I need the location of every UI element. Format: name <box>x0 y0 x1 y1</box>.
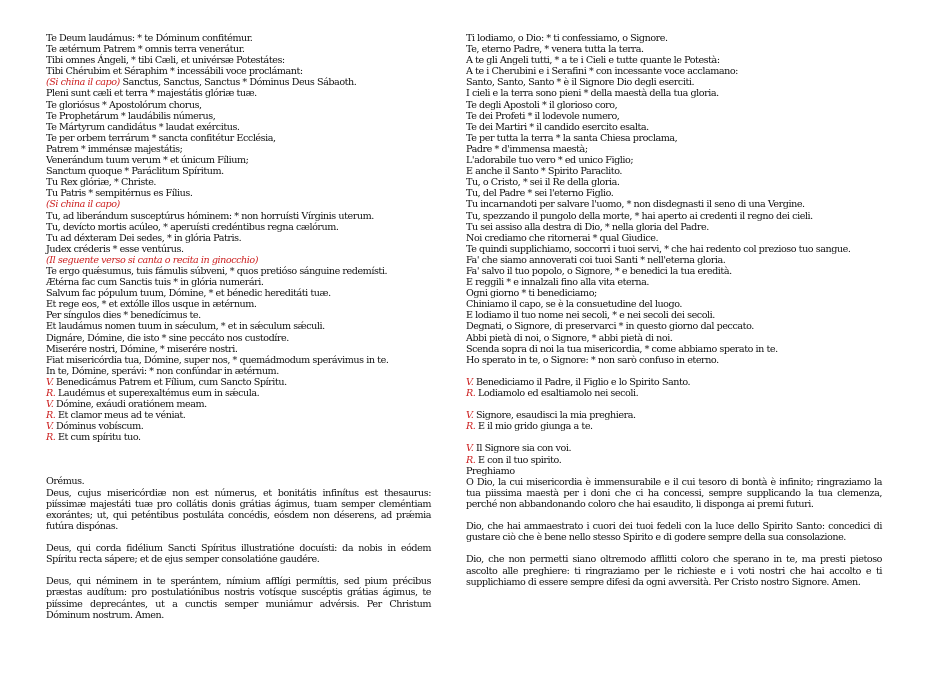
hymn-text: Et laudámus nomen tuum in sǽculum, * et in sǽculum sǽculi. <box>46 321 325 333</box>
hymn-line <box>46 66 431 77</box>
hymn-line <box>46 177 431 188</box>
hymn-text: Per síngulos dies * benedícimus te. <box>46 310 201 322</box>
versicle-line <box>46 432 431 443</box>
hymn-text: Te per orbem terrárum * sancta confitétur Ecclésia, <box>46 132 276 144</box>
hymn-line: Abbi pietà di noi, o Signore, * abbi pietà di noi. <box>466 332 673 344</box>
hymn-text: Tu Rex glóriæ, * Christe. <box>46 177 157 189</box>
italian-versicles <box>466 366 882 466</box>
versicle-text: Signore, esaudisci la mia preghiera. <box>473 410 636 422</box>
hymn-line <box>46 77 431 88</box>
prayer-paragraph: Deus, qui corda fidélium Sancti Spíritus illustratióne docuísti: da nobis in eódem Spíritu recta sápere; et de ejus semper consolatióne gaudére. <box>46 543 431 566</box>
paragraph-gap <box>46 532 431 543</box>
versicle-line <box>466 410 882 421</box>
italian-oremus: Preghiamo <box>466 465 515 477</box>
hymn-line <box>46 355 431 366</box>
hymn-text: Te Prophetárum * laudábilis númerus, <box>46 110 216 122</box>
versicle-line <box>46 421 431 432</box>
versicle-line <box>46 399 431 410</box>
hymn-text: Te ergo quǽsumus, tuis fámulis súbveni, * quos pretióso sánguine redemísti. <box>46 265 388 277</box>
hymn-line <box>46 55 431 66</box>
italian-hymn <box>466 33 882 366</box>
hymn-line: Te dei Martiri * il candido esercito esalta. <box>466 121 649 133</box>
hymn-text: Venerándum tuum verum * et únicum Fílium; <box>46 155 249 167</box>
hymn-line: Noi crediamo che ritornerai * qual Giudice. <box>466 232 659 244</box>
hymn-line <box>46 133 431 144</box>
hymn-line: Scenda sopra di noi la tua misericordia, * come abbiamo sperato in te. <box>466 343 778 355</box>
latin-hymn <box>46 33 431 377</box>
prayer-paragraph: Dio, che hai ammaestrato i cuori dei tuoi fedeli con la luce dello Spirito Santo: concedici di gustare ciò che è bene nello stesso Spirito e di godere sempre della sua consolazione. <box>466 521 882 544</box>
versicle-text: E con il tuo spirito. <box>475 454 562 466</box>
hymn-line: Tu, spezzando il pungolo della morte, * hai aperto ai credenti il regno dei cieli. <box>466 210 813 222</box>
latin-oremus: Orémus. <box>46 476 85 488</box>
versicle-mark: R. <box>466 454 476 466</box>
paragraph-gap <box>466 543 882 554</box>
hymn-line: Te dei Profeti * il lodevole numero, <box>466 110 620 122</box>
hymn-line: Ho sperato in te, o Signore: * non sarò confuso in eterno. <box>466 354 719 366</box>
hymn-line <box>46 299 431 310</box>
hymn-text: Judex créderis * esse ventúrus. <box>46 243 184 255</box>
hymn-line: Tu, del Padre * sei l'eterno Figlio. <box>466 188 614 200</box>
hymn-line <box>46 44 431 55</box>
hymn-text: Tu, devícto mortis acúleo, * aperuísti credéntibus regna cælórum. <box>46 221 339 233</box>
hymn-line <box>46 244 431 255</box>
hymn-text: Miserére nostri, Dómine, * miserére nostri. <box>46 343 238 355</box>
hymn-text: Ætérna fac cum Sanctis tuis * in glória numerári. <box>46 277 264 289</box>
latin-column <box>46 33 431 621</box>
paragraph-gap <box>466 510 882 521</box>
hymn-line <box>46 155 431 166</box>
hymn-line <box>46 122 431 133</box>
hymn-line <box>46 233 431 244</box>
versicle-text: Et clamor meus ad te véniat. <box>55 410 186 422</box>
versicle-text: Laudémus et superexaltémus eum in sǽcula. <box>55 388 260 399</box>
hymn-text: Salvum fac pópulum tuum, Dómine, * et bénedic hereditáti tuæ. <box>46 288 331 300</box>
hymn-text: Te gloriósus * Apostolórum chorus, <box>46 99 202 111</box>
hymn-line <box>46 366 431 377</box>
prayer-paragraph: O Dio, la cui misericordia è immensurabile e il cui tesoro di bontà è infinito; ringraziamo la tua piissima maestà per i doni che ci ha concessi, sempre supplicando la tua clemenza, perché non abbandonando coloro che hai esaudito, li disponga ai premi futuri. <box>466 476 882 510</box>
rubric: (Il seguente verso si canta o recita in ginocchio) <box>46 254 259 266</box>
versicle-line <box>466 377 882 388</box>
hymn-line <box>46 88 431 99</box>
versicle-mark: R. <box>46 410 56 422</box>
hymn-line <box>46 321 431 332</box>
hymn-line: E reggili * e innalzali fino alla vita eterna. <box>466 277 650 289</box>
hymn-line: A te gli Angeli tutti, * a te i Cieli e tutte quante le Potestà: <box>466 55 720 67</box>
hymn-text: Tu ad déxteram Dei sedes, * in glória Patris. <box>46 232 242 244</box>
group-gap <box>466 432 882 443</box>
versicle-mark: R. <box>466 388 476 399</box>
versicle-text: Et cum spíritu tuo. <box>55 432 141 444</box>
paragraph-gap <box>46 565 431 576</box>
hymn-line: Tu incarnandoti per salvare l'uomo, * non disdegnasti il seno di una Vergine. <box>466 199 805 211</box>
hymn-text: Te Deum laudámus: * te Dóminum confitémur. <box>46 33 253 44</box>
hymn-line: A te i Cherubini e i Serafini * con incessante voce acclamano: <box>466 66 738 78</box>
versicle-line <box>466 421 882 432</box>
hymn-text: Fiat misericórdia tua, Dómine, super nos, * quemádmodum sperávimus in te. <box>46 354 389 366</box>
hymn-line <box>46 144 431 155</box>
hymn-text: Tu Patris * sempitérnus es Fílius. <box>46 188 193 200</box>
latin-versicles <box>46 377 431 444</box>
group-gap <box>466 366 882 377</box>
hymn-text: Te Mártyrum candidátus * laudat exércitus. <box>46 121 240 133</box>
versicle-mark: V. <box>46 399 54 411</box>
versicle-mark: V. <box>466 443 474 455</box>
rubric: (Si china il capo) <box>46 199 120 211</box>
hymn-text: Pleni sunt cæli et terra * majestátis glóriæ tuæ. <box>46 88 257 100</box>
italian-prayers <box>466 477 882 588</box>
prayer-paragraph: Dio, che non permetti siano oltremodo afflitti coloro che sperano in te, ma presti pietoso ascolto alle preghiere: ti ringraziamo per le richieste e i voti nostri che hai accolto e ti supplichiamo di essere sempre difesi da ogni avversità. Per Cristo nostro Signore. Amen. <box>466 554 882 588</box>
hymn-line: Ti lodiamo, o Dio: * ti confessiamo, o Signore. <box>466 33 668 44</box>
hymn-line: Te quindi supplichiamo, soccorri i tuoi servi, * che hai redento col prezioso tuo sangue. <box>466 243 851 255</box>
hymn-line <box>46 333 431 344</box>
versicle-line <box>466 443 882 454</box>
versicle-text: Dómine, exáudi oratiónem meam. <box>53 399 207 411</box>
hymn-text: Dignáre, Dómine, die isto * sine peccáto nos custodíre. <box>46 332 289 344</box>
hymn-line <box>46 100 431 111</box>
hymn-line: Te, eterno Padre, * venera tutta la terra. <box>466 44 644 56</box>
rubric: (Si china il capo) <box>46 77 120 89</box>
hymn-text: Patrem * imménsæ majestátis; <box>46 143 183 155</box>
versicle-line <box>46 377 431 388</box>
versicle-mark: V. <box>466 410 474 422</box>
hymn-line <box>46 111 431 122</box>
versicle-line <box>46 410 431 421</box>
versicle-mark: R. <box>46 432 56 444</box>
prayer-paragraph: Deus, cujus misericórdiæ non est númerus, et bonitátis infinítus est thesaurus: piíssimæ majestáti tuæ pro collátis donis grátias ágimus, tuam semper cleméntiam exorántes; ut, qui peténtibus postuláta concédis, eósdem non déserens, ad prǽmia futúra dispónas. <box>46 487 431 532</box>
hymn-line: Tu, o Cristo, * sei il Re della gloria. <box>466 177 620 189</box>
italian-column <box>466 33 882 588</box>
versicle-mark: R. <box>466 421 476 433</box>
versicle-text: Benediciamo il Padre, il Figlio e lo Spirito Santo. <box>473 376 691 388</box>
hymn-line <box>46 199 431 210</box>
hymn-line <box>46 166 431 177</box>
hymn-line <box>46 266 431 277</box>
group-gap <box>466 399 882 410</box>
hymn-line: Ogni giorno * ti benediciamo; <box>466 288 597 300</box>
hymn-line: Santo, Santo, Santo * è il Signore Dio degli eserciti. <box>466 77 695 89</box>
hymn-line: L'adorabile tuo vero * ed unico Figlio; <box>466 155 634 167</box>
hymn-line: Fa' salvo il tuo popolo, o Signore, * e benedici la tua eredità. <box>466 265 732 277</box>
hymn-text: Tibi Chérubim et Séraphim * incessábili voce proclámant: <box>46 66 303 78</box>
hymn-line: Fa' che siamo annoverati coi tuoi Santi * nell'eterna gloria. <box>466 254 726 266</box>
hymn-line: E anche il Santo * Spirito Paraclito. <box>466 166 622 178</box>
hymn-line: Te degli Apostoli * il glorioso coro, <box>466 99 618 111</box>
hymn-text: Tu, ad liberándum susceptúrus hóminem: * non horruísti Vírginis uterum. <box>46 210 374 222</box>
versicle-mark: V. <box>466 376 474 388</box>
versicle-mark: V. <box>46 421 54 433</box>
latin-prayers <box>46 488 431 621</box>
versicle-mark: V. <box>46 376 54 388</box>
versicle-text: Il Signore sia con voi. <box>473 443 572 455</box>
hymn-line: Chiniamo il capo, se è la consuetudine del luogo. <box>466 299 682 311</box>
hymn-line: Tu sei assiso alla destra di Dio, * nella gloria del Padre. <box>466 221 709 233</box>
hymn-line <box>46 222 431 233</box>
hymn-text: Te ætérnum Patrem * omnis terra venerátur. <box>46 44 245 56</box>
versicle-text: E il mio grido giunga a te. <box>475 421 593 433</box>
hymn-line <box>46 211 431 222</box>
hymn-line <box>46 288 431 299</box>
hymn-text: In te, Dómine, sperávi: * non confúndar in ætérnum. <box>46 365 279 377</box>
hymn-line: Degnati, o Signore, di preservarci * in questo giorno dal peccato. <box>466 321 754 333</box>
hymn-line: I cieli e la terra sono pieni * della maestà della tua gloria. <box>466 88 719 100</box>
versicle-text: Dóminus vobíscum. <box>53 421 144 433</box>
hymn-line <box>46 188 431 199</box>
hymn-text: Tibi omnes Ángeli, * tibi Cæli, et univérsæ Potestátes: <box>46 55 285 67</box>
versicle-line <box>466 455 882 466</box>
versicle-line <box>466 388 882 399</box>
hymn-line: Padre * d'immensa maestà; <box>466 143 588 155</box>
hymn-line <box>46 33 431 44</box>
versicle-text: Benedicámus Patrem et Fílium, cum Sancto Spíritu. <box>53 376 287 388</box>
versicle-mark: R. <box>46 388 56 399</box>
hymn-text: Sanctus, Sanctus, Sanctus * Dóminus Deus Sábaoth. <box>119 77 357 89</box>
hymn-text: Sanctum quoque * Paráclitum Spíritum. <box>46 166 224 178</box>
prayer-paragraph: Deus, qui néminem in te sperántem, nímium afflígi permíttis, sed pium précibus præstas audítum: pro postulatiónibus nostris votísque suscéptis grátias ágimus, te piíssime deprecántes, ut a cunctis semper muniámur advérsis. Per Christum Dóminum nostrum. Amen. <box>46 576 431 621</box>
hymn-line: Te per tutta la terra * la santa Chiesa proclama, <box>466 132 678 144</box>
hymn-line <box>46 310 431 321</box>
versicle-line <box>46 388 431 399</box>
hymn-line <box>46 255 431 266</box>
hymn-line: E lodiamo il tuo nome nei secoli, * e nei secoli dei secoli. <box>466 310 715 322</box>
hymn-line <box>46 277 431 288</box>
hymn-text: Et rege eos, * et extólle illos usque in ætérnum. <box>46 299 257 311</box>
versicle-text: Lodiamolo ed esaltiamolo nei secoli. <box>475 388 639 399</box>
hymn-line <box>46 344 431 355</box>
